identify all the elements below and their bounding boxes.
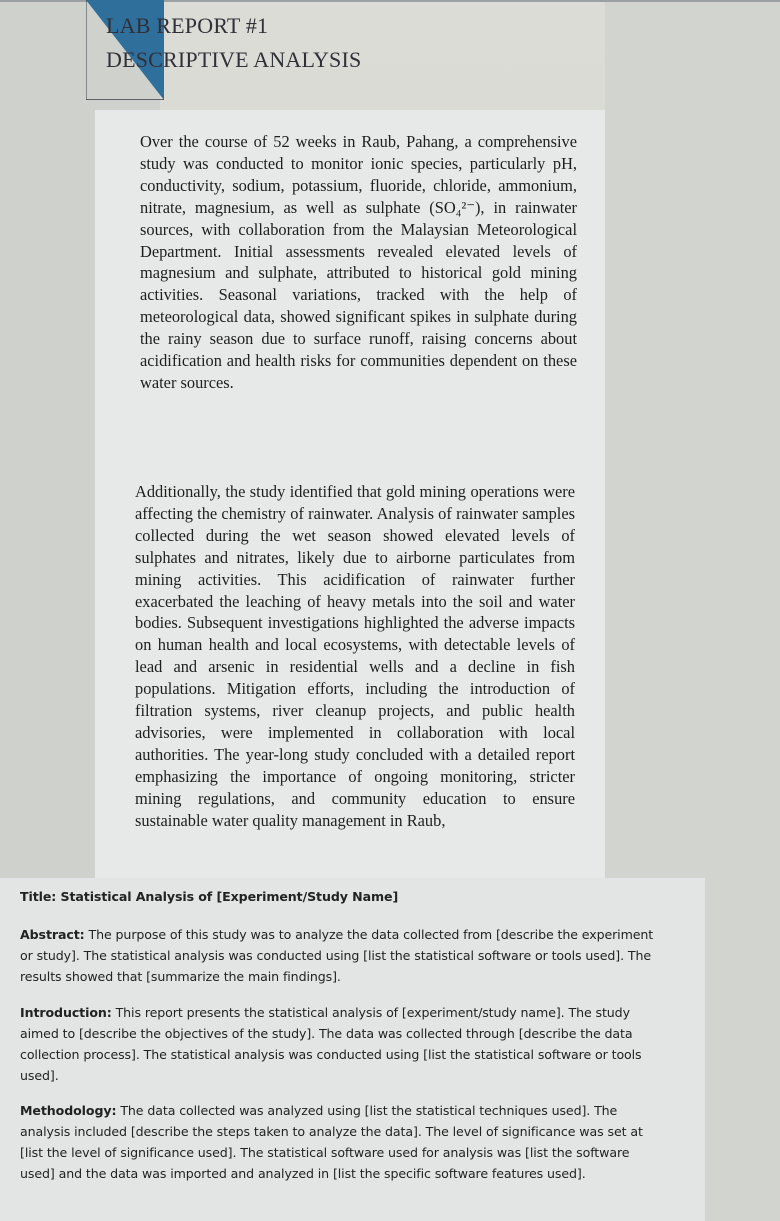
body-paragraph-1: Over the course of 52 weeks in Raub, Pahang, a comprehensive study was conducted to monitor ionic species, particularly pH, conductivity, sodium, potassium, fluoride, chloride, ammonium, nitrate, magnesium, as well as sulphate (SO₄²⁻), in rainwater sources, with collaboration from the Malaysian Meteorological Department. Initial assessments revealed elevated levels of magnesium and sulphate, attributed to historical gold mining activities. Seasonal variations, tracked with the help of meteorological data, showed significant spikes in sulphate during the rainy season due to surface runoff, raising concerns about acidification and health risks for communities dependent on these water sources. bbox=[140, 132, 577, 392]
methodology-label: Methodology: bbox=[20, 1103, 117, 1118]
methodology-text: The data collected was analyzed using [list the statistical techniques used]. The analysis included [describe the steps taken to analyze the data]. The level of significance was set at [list the level of significance used]. The statistical software used for analysis was [list the software used] and the data was imported and analyzed in [list the specific software features used]. bbox=[20, 1103, 643, 1181]
methodology-section bbox=[20, 1100, 654, 1184]
introduction-label: Introduction: bbox=[20, 1005, 112, 1020]
abstract-label: Abstract: bbox=[20, 927, 85, 942]
body-paragraph-2: Additionally, the study identified that gold mining operations were affecting the chemistry of rainwater. Analysis of rainwater samples collected during the wet season showed elevated levels of sulphates and nitrates, likely due to airborne particulates from mining activities. This acidification of rainwater further exacerbated the leaching of heavy metals into the soil and water bodies. Subsequent investigations highlighted the adverse impacts on human health and local ecosystems, with detectable levels of lead and arsenic in residential wells and a decline in fish populations. Mitigation efforts, including the introduction of filtration systems, river cleanup projects, and public health advisories, were implemented in collaboration with local authorities. The year-long study concluded with a detailed report emphasizing the importance of ongoing monitoring, stricter mining regulations, and community education to ensure sustainable water quality management in Raub, bbox=[135, 482, 575, 830]
introduction-section bbox=[20, 1002, 654, 1086]
template-title: Title: Statistical Analysis of [Experiment/Study Name] bbox=[20, 889, 399, 904]
abstract-text: The purpose of this study was to analyze the data collected from [describe the experiment or study]. The statistical analysis was conducted using [list the statistical software or tools used]. The results showed that [summarize the main findings]. bbox=[20, 927, 654, 984]
report-title: LAB REPORT #1 bbox=[106, 13, 269, 38]
report-subtitle: DESCRIPTIVE ANALYSIS bbox=[106, 47, 362, 72]
abstract-section bbox=[20, 924, 654, 987]
introduction-text: This report presents the statistical analysis of [experiment/study name]. The study aimed to [describe the objectives of the study]. The data was collected through [describe the data collection process]. The statistical analysis was conducted using [list the statistical software or tools used]. bbox=[20, 1005, 642, 1083]
